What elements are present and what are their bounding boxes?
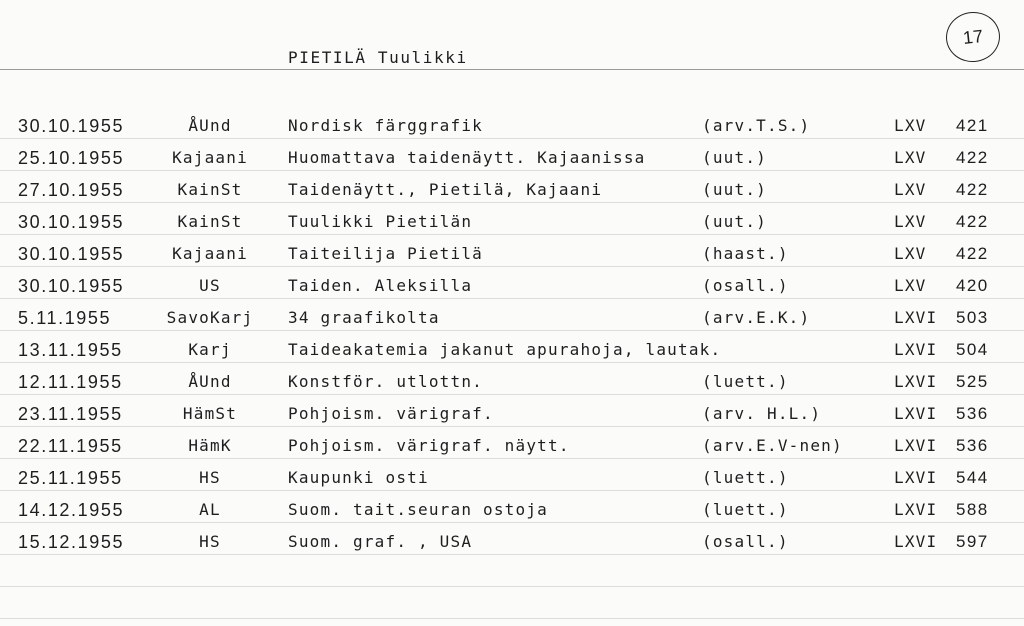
entry-date: 30.10.1955 xyxy=(18,212,125,232)
entry-reference xyxy=(894,180,989,199)
entry-source: HS xyxy=(199,468,221,487)
entry-volume: LXVI xyxy=(894,436,938,455)
entry-subject: Tuulikki Pietilän xyxy=(288,212,473,231)
entry-note: (luett.) xyxy=(702,500,789,519)
entry-source: HämSt xyxy=(182,404,238,423)
entry-page: 588 xyxy=(956,500,989,519)
entry-page: 544 xyxy=(956,468,989,487)
entry-reference xyxy=(894,340,989,359)
list-item xyxy=(0,276,1024,308)
list-item xyxy=(0,180,1024,212)
entry-volume: LXVI xyxy=(894,340,938,359)
entry-reference xyxy=(894,244,989,263)
entry-subject: 34 graafikolta xyxy=(288,308,440,327)
card-title: PIETILÄ Tuulikki xyxy=(288,48,468,67)
entry-volume: LXVI xyxy=(894,532,938,551)
entry-source: KainSt xyxy=(177,212,243,231)
entry-volume: LXV xyxy=(894,116,927,135)
entry-subject: Suom. tait.seuran ostoja xyxy=(288,500,548,519)
entry-page: 421 xyxy=(956,116,989,135)
entry-source: HS xyxy=(199,532,221,551)
entry-subject: Suom. graf. , USA xyxy=(288,532,473,551)
entry-subject: Pohjoism. värigraf. näytt. xyxy=(288,436,570,455)
entry-page: 503 xyxy=(956,308,989,327)
list-item xyxy=(0,404,1024,436)
entry-page: 504 xyxy=(956,340,989,359)
entry-note: (arv.T.S.) xyxy=(702,116,811,135)
entry-subject: Taidenäytt., Pietilä, Kajaani xyxy=(288,180,603,199)
entry-page: 422 xyxy=(956,148,989,167)
entry-page: 422 xyxy=(956,180,989,199)
entry-note: (osall.) xyxy=(702,276,789,295)
entry-note: (luett.) xyxy=(702,372,789,391)
entry-reference xyxy=(894,308,989,327)
entry-date: 30.10.1955 xyxy=(18,276,125,296)
entry-date: 22.11.1955 xyxy=(18,436,123,456)
entry-reference xyxy=(894,116,989,135)
entry-volume: LXVI xyxy=(894,468,938,487)
entry-subject: Taiteilija Pietilä xyxy=(288,244,483,263)
entry-source: KainSt xyxy=(177,180,243,199)
entry-volume: LXV xyxy=(894,180,927,199)
entry-note: (arv.E.K.) xyxy=(702,308,811,327)
entry-page: 422 xyxy=(956,212,989,231)
entry-reference xyxy=(894,468,989,487)
entry-note: (arv.E.V-nen) xyxy=(702,436,843,455)
entry-page: 420 xyxy=(956,276,989,295)
entry-page: 525 xyxy=(956,372,989,391)
entry-page: 536 xyxy=(956,404,989,423)
entry-source: ÅUnd xyxy=(188,116,232,135)
entry-volume: LXVI xyxy=(894,500,938,519)
list-item xyxy=(0,340,1024,372)
list-item xyxy=(0,500,1024,532)
entry-date: 25.10.1955 xyxy=(18,148,125,168)
entry-reference xyxy=(894,404,989,423)
entry-reference xyxy=(894,276,989,295)
list-item xyxy=(0,436,1024,468)
entry-date: 30.10.1955 xyxy=(18,244,125,264)
entry-volume: LXV xyxy=(894,276,927,295)
page-number-circle xyxy=(944,9,1003,64)
list-item xyxy=(0,372,1024,404)
entry-subject: Kaupunki osti xyxy=(288,468,429,487)
ruled-line xyxy=(0,586,1024,587)
page-number: 17 xyxy=(961,25,984,48)
entry-subject: Konstför. utlottn. xyxy=(288,372,483,391)
entry-volume: LXV xyxy=(894,244,927,263)
entry-date: 30.10.1955 xyxy=(18,116,125,136)
entry-note: (uut.) xyxy=(702,180,767,199)
entry-volume: LXV xyxy=(894,148,927,167)
entry-date: 5.11.1955 xyxy=(18,308,112,328)
entry-source: Karj xyxy=(188,340,232,359)
list-item xyxy=(0,212,1024,244)
entry-volume: LXVI xyxy=(894,404,938,423)
list-item xyxy=(0,244,1024,276)
entry-note: (arv. H.L.) xyxy=(702,404,822,423)
entry-date: 14.12.1955 xyxy=(18,500,125,520)
entry-note: (osall.) xyxy=(702,532,789,551)
entry-source: US xyxy=(199,276,221,295)
header-rule xyxy=(0,69,1024,70)
entry-note: (haast.) xyxy=(702,244,789,263)
entry-page: 422 xyxy=(956,244,989,263)
entry-source: SavoKarj xyxy=(166,308,254,327)
entry-subject: Nordisk färggrafik xyxy=(288,116,483,135)
list-item xyxy=(0,148,1024,180)
entry-subject: Taideakatemia jakanut apurahoja, lautak. xyxy=(288,340,722,359)
entry-source: Kajaani xyxy=(172,148,248,167)
entry-note: (uut.) xyxy=(702,148,767,167)
entry-page: 536 xyxy=(956,436,989,455)
entry-subject: Pohjoism. värigraf. xyxy=(288,404,494,423)
entry-source: ÅUnd xyxy=(188,372,232,391)
entry-reference xyxy=(894,212,989,231)
entry-date: 23.11.1955 xyxy=(18,404,123,424)
entry-source: AL xyxy=(199,500,221,519)
list-item xyxy=(0,116,1024,148)
list-item xyxy=(0,468,1024,500)
ruled-line xyxy=(0,618,1024,619)
entry-date: 27.10.1955 xyxy=(18,180,125,200)
entry-date: 12.11.1955 xyxy=(18,372,123,392)
entry-note: (luett.) xyxy=(702,468,789,487)
entry-reference xyxy=(894,372,989,391)
entry-subject: Huomattava taidenäytt. Kajaanissa xyxy=(288,148,646,167)
entry-date: 15.12.1955 xyxy=(18,532,125,552)
entry-reference xyxy=(894,500,989,519)
entry-volume: LXVI xyxy=(894,372,938,391)
entry-source: HämK xyxy=(188,436,232,455)
list-item xyxy=(0,532,1024,564)
entry-page: 597 xyxy=(956,532,989,551)
entry-subject: Taiden. Aleksilla xyxy=(288,276,473,295)
entry-volume: LXV xyxy=(894,212,927,231)
entry-volume: LXVI xyxy=(894,308,938,327)
entry-date: 13.11.1955 xyxy=(18,340,123,360)
entry-date: 25.11.1955 xyxy=(18,468,123,488)
entry-reference xyxy=(894,532,989,551)
entry-reference xyxy=(894,436,989,455)
entry-source: Kajaani xyxy=(172,244,248,263)
list-item xyxy=(0,308,1024,340)
entry-note: (uut.) xyxy=(702,212,767,231)
entry-reference xyxy=(894,148,989,167)
